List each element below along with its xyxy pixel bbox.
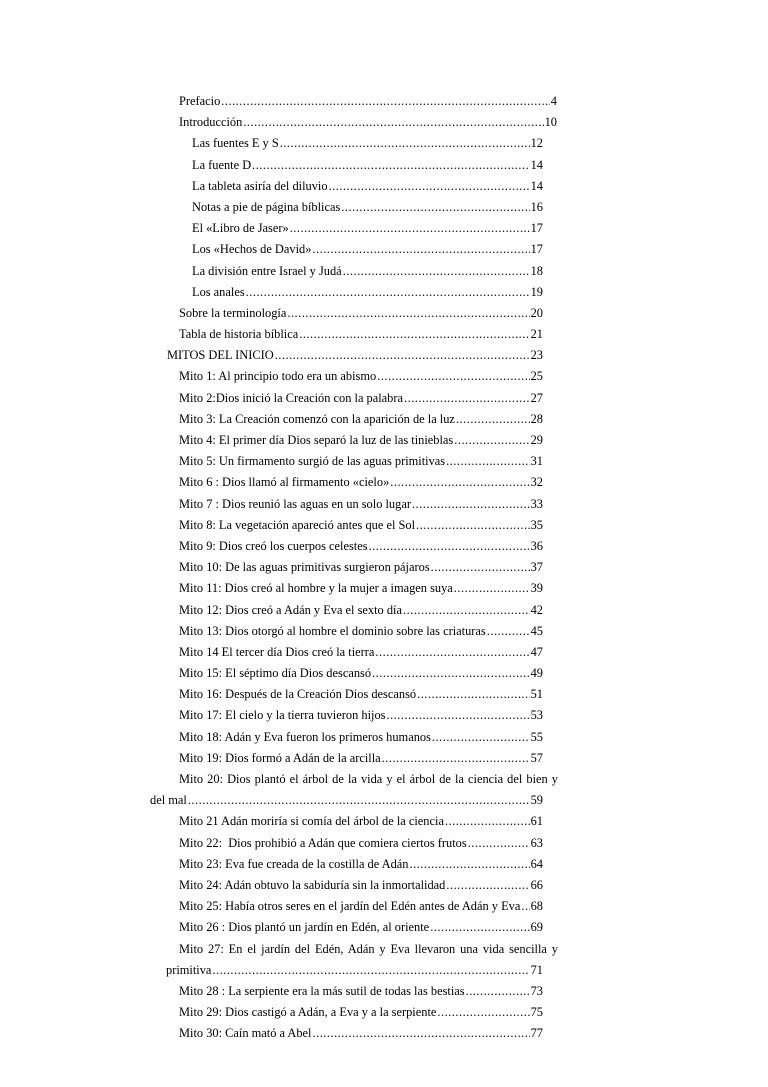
toc-subentry[interactable] <box>192 133 543 154</box>
toc-entry-page: 29 <box>530 433 543 447</box>
toc-entry-title: Sobre la terminología <box>179 305 287 320</box>
dot-leader <box>382 748 530 769</box>
toc-entry-wrapped-line[interactable]: Mito 27: En el jardín del Edén, Adán y Eva llevaron una vida sencilla y <box>179 941 558 956</box>
dot-leader <box>521 896 529 917</box>
toc-entry-page: 12 <box>530 136 543 151</box>
toc-entry-title: del mal <box>150 793 187 808</box>
dot-leader <box>369 536 530 557</box>
toc-entry-page: 64 <box>530 856 543 871</box>
toc-entry-page: 23 <box>530 348 543 363</box>
toc-entry-title: Mito 11: Dios creó al hombre y la mujer a imagen suya <box>179 581 453 596</box>
dot-leader <box>431 557 530 578</box>
toc-entry-page: 27 <box>530 390 543 405</box>
toc-entry[interactable] <box>179 515 543 536</box>
dot-leader <box>252 155 529 176</box>
toc-entry-title: Mito 16: Después de la Creación Dios descansó <box>179 687 417 702</box>
toc-entry-title: Mito 29: Dios castigó a Adán, a Eva y a la serpiente <box>179 1005 437 1020</box>
toc-entry[interactable] <box>179 642 543 663</box>
toc-entry-title: Mito 7 : Dios reunió las aguas en un solo lugar <box>179 496 411 511</box>
toc-entry-title: Mito 12: Dios creó a Adán y Eva el sexto día <box>179 602 402 617</box>
dot-leader <box>372 663 530 684</box>
toc-entry-title: Mito 1: Al principio todo era un abismo <box>179 369 377 384</box>
toc-entry[interactable] <box>179 536 543 557</box>
toc-section-heading[interactable] <box>167 345 543 366</box>
toc-entry-title: Notas a pie de página bíblicas <box>192 199 341 214</box>
toc-subentry[interactable] <box>192 218 543 239</box>
dot-leader <box>390 472 529 493</box>
toc-entry[interactable] <box>179 854 543 875</box>
toc-entry-title: Mito 4: El primer día Dios separó la luz de las tinieblas <box>179 433 454 447</box>
toc-entry-page: 61 <box>530 814 543 829</box>
dot-leader <box>386 705 529 726</box>
toc-entry[interactable] <box>179 917 543 938</box>
dot-leader <box>446 451 529 472</box>
toc-entry-title: Mito 15: El séptimo día Dios descansó <box>179 666 372 681</box>
dot-leader <box>416 515 530 536</box>
toc-entry-page: 45 <box>530 623 543 638</box>
toc-entry-wrapped-line[interactable]: Mito 20: Dios plantó el árbol de la vida y el árbol de la ciencia del bien y <box>179 772 558 786</box>
toc-entry-page: 25 <box>530 369 543 384</box>
dot-leader <box>412 494 530 515</box>
dot-leader <box>329 176 530 197</box>
toc-entry-page: 49 <box>530 666 543 681</box>
toc-entry-page: 75 <box>530 1005 543 1020</box>
toc-entry-page: 20 <box>530 305 543 320</box>
dot-leader <box>212 960 529 981</box>
toc-entry[interactable] <box>179 896 543 917</box>
dot-leader <box>343 261 530 282</box>
toc-entry-title: Mito 13: Dios otorgó al hombre el dominio sobre las criaturas <box>179 623 486 638</box>
toc-entry[interactable] <box>179 91 557 112</box>
toc-entry-page: 59 <box>530 793 543 808</box>
toc-entry-title: Mito 9: Dios creó los cuerpos celestes <box>179 538 368 553</box>
toc-entry[interactable] <box>179 705 543 726</box>
toc-entry-page: 39 <box>530 581 543 596</box>
dot-leader <box>410 854 530 875</box>
dot-leader <box>404 388 530 409</box>
toc-entry-title: Mito 10: De las aguas primitivas surgieron pájaros <box>179 560 430 575</box>
dot-leader <box>377 366 529 387</box>
dot-leader <box>437 1002 529 1023</box>
toc-entry-title: Mito 6 : Dios llamó al firmamento «cielo» <box>179 475 390 490</box>
toc-entry-page: 35 <box>530 517 543 532</box>
toc-entry[interactable] <box>179 366 543 387</box>
toc-entry[interactable] <box>179 578 543 599</box>
toc-entry-page: 68 <box>530 899 543 914</box>
toc-entry-title: Introducción <box>179 115 243 130</box>
toc-entry-title: Mito 14 El tercer día Dios creó la tierra <box>179 644 375 659</box>
dot-leader <box>454 430 529 451</box>
dot-leader <box>466 981 530 1002</box>
toc-entry-page: 77 <box>530 1026 543 1041</box>
toc-entry-title: La división entre Israel y Judá <box>192 263 342 278</box>
toc-entry[interactable] <box>179 324 543 345</box>
toc-entry-page: 17 <box>530 242 543 257</box>
toc-entry[interactable] <box>179 621 543 642</box>
dot-leader <box>280 133 530 154</box>
toc-entry[interactable] <box>179 833 543 854</box>
dot-leader <box>487 621 530 642</box>
toc-entry[interactable] <box>179 409 543 430</box>
dot-leader <box>468 833 530 854</box>
toc-entry-page: 69 <box>530 920 543 935</box>
toc-entry-page: 14 <box>530 157 543 172</box>
toc-entry[interactable] <box>179 451 543 472</box>
toc-subentry[interactable] <box>192 282 543 303</box>
toc-entry-continuation[interactable] <box>150 790 543 811</box>
toc-subentry[interactable] <box>192 155 543 176</box>
toc-entry-page: 4 <box>550 94 557 108</box>
toc-entry-title: El «Libro de Jaser» <box>192 221 289 236</box>
dot-leader <box>417 684 530 705</box>
toc-entry-continuation[interactable] <box>166 960 543 981</box>
toc-entry-page: 19 <box>530 284 543 299</box>
toc-entry-title: Mito 30: Caín mató a Abel <box>179 1026 312 1041</box>
dot-leader <box>287 303 529 324</box>
toc-entry-title: Mito 26 : Dios plantó un jardín en Edén, al oriente <box>179 920 430 935</box>
toc-entry-title: Mito 21 Adán moriría si comía del árbol de la ciencia <box>179 814 444 829</box>
toc-entry[interactable] <box>179 1023 543 1044</box>
toc-entry-title: Mito 3: La Creación comenzó con la aparición de la luz <box>179 411 455 426</box>
toc-entry-title: Mito 5: Un firmamento surgió de las aguas primitivas <box>179 454 446 469</box>
dot-leader <box>246 282 530 303</box>
toc-subentry[interactable] <box>192 197 543 218</box>
toc-entry[interactable] <box>179 748 543 769</box>
toc-entry-title: Mito 19: Dios formó a Adán de la arcilla <box>179 750 381 765</box>
toc-entry-title: primitiva <box>166 962 212 977</box>
dot-leader <box>430 917 529 938</box>
dot-leader <box>275 345 530 366</box>
toc-subentry[interactable] <box>192 261 543 282</box>
toc-entry-page: 31 <box>530 454 543 469</box>
dot-leader <box>375 642 529 663</box>
toc-subentry[interactable] <box>192 176 543 197</box>
toc-entry-page: 18 <box>530 263 543 278</box>
toc-entry-title: MITOS DEL INICIO <box>167 348 274 363</box>
toc-entry-page: 47 <box>530 644 543 659</box>
toc-entry-title: Mito 18: Adán y Eva fueron los primeros humanos <box>179 729 431 744</box>
toc-entry-page: 33 <box>530 496 543 511</box>
toc-entry-page: 16 <box>530 199 543 214</box>
toc-entry-page: 63 <box>530 835 543 850</box>
toc-entry-page: 14 <box>530 178 543 193</box>
toc-entry-title: Las fuentes E y S <box>192 136 279 151</box>
toc-entry-page: 73 <box>530 983 543 998</box>
toc-entry[interactable] <box>179 112 557 133</box>
toc-entry[interactable] <box>179 600 543 621</box>
toc-entry-title: Mito 17: El cielo y la tierra tuvieron hijos <box>179 708 386 723</box>
toc-entry[interactable] <box>179 684 543 705</box>
toc-entry-page: 55 <box>530 729 543 744</box>
toc-entry-page: 36 <box>530 538 543 553</box>
toc-entry-page: 17 <box>530 221 543 236</box>
toc-entry-title: Mito 8: La vegetación apareció antes que el Sol <box>179 517 416 532</box>
toc-entry[interactable] <box>179 1002 543 1023</box>
toc-entry[interactable] <box>179 303 543 324</box>
dot-leader <box>313 1023 530 1044</box>
dot-leader <box>446 875 529 896</box>
toc-entry[interactable] <box>179 663 543 684</box>
table-of-contents <box>0 91 768 1044</box>
toc-entry-title: Mito 23: Eva fue creada de la costilla de Adán <box>179 856 409 871</box>
toc-entry[interactable] <box>179 727 543 748</box>
dot-leader <box>299 324 529 345</box>
toc-entry-page: 57 <box>530 750 543 765</box>
dot-leader <box>403 600 530 621</box>
toc-entry[interactable] <box>179 811 543 832</box>
dot-leader <box>243 112 543 133</box>
toc-entry-title: La fuente D <box>192 157 252 172</box>
toc-entry[interactable] <box>179 388 543 409</box>
toc-entry-title: Prefacio <box>179 94 221 108</box>
dot-leader <box>221 91 550 112</box>
toc-entry-page: 21 <box>530 327 543 342</box>
dot-leader <box>188 790 530 811</box>
toc-entry-title: Mito 22: Dios prohibió a Adán que comiera ciertos frutos <box>179 835 467 850</box>
toc-entry-title: Mito 24: Adán obtuvo la sabiduría sin la inmortalidad <box>179 877 446 892</box>
toc-entry-title: Tabla de historia bíblica <box>179 327 299 342</box>
toc-entry-page: 51 <box>530 687 543 702</box>
dot-leader <box>445 811 530 832</box>
toc-entry-title: La tableta asiría del diluvio <box>192 178 328 193</box>
toc-entry-page: 32 <box>530 475 543 490</box>
toc-entry-page: 66 <box>530 877 543 892</box>
toc-entry-page: 28 <box>530 411 543 426</box>
toc-entry[interactable] <box>179 557 543 578</box>
toc-entry-title: Mito 25: Había otros seres en el jardín del Edén antes de Adán y Eva <box>179 899 521 914</box>
toc-entry-page: 71 <box>530 962 543 977</box>
dot-leader <box>312 239 529 260</box>
toc-entry-page: 10 <box>544 115 557 130</box>
toc-entry-page: 37 <box>530 560 543 575</box>
toc-entry[interactable] <box>179 494 543 515</box>
toc-subentry[interactable] <box>192 239 543 260</box>
dot-leader <box>341 197 529 218</box>
toc-entry-page: 53 <box>530 708 543 723</box>
toc-entry-title: Los «Hechos de David» <box>192 242 312 257</box>
toc-entry-title: Los anales <box>192 284 245 299</box>
dot-leader <box>456 409 530 430</box>
toc-entry-title: Mito 2:Dios inició la Creación con la palabra <box>179 390 403 405</box>
toc-entry-page: 42 <box>530 602 543 617</box>
toc-entry[interactable] <box>179 472 543 493</box>
toc-entry[interactable] <box>179 430 543 451</box>
dot-leader <box>290 218 530 239</box>
toc-entry[interactable] <box>179 875 543 896</box>
dot-leader <box>454 578 530 599</box>
toc-entry[interactable] <box>179 981 543 1002</box>
dot-leader <box>432 727 530 748</box>
toc-entry-title: Mito 28 : La serpiente era la más sutil de todas las bestias <box>179 983 465 998</box>
